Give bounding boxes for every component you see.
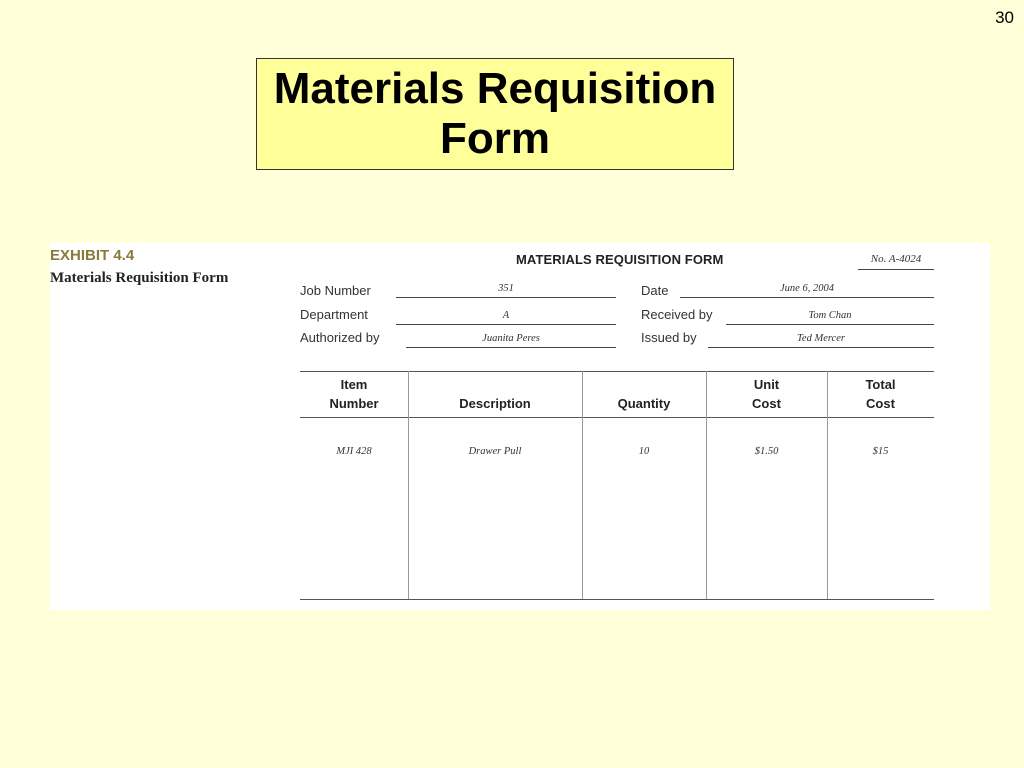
- header-total-cost: Total Cost: [865, 377, 896, 411]
- header-item-number: Item Number: [329, 377, 379, 411]
- department-value: A: [396, 310, 616, 325]
- issued-by-value: Ted Mercer: [708, 333, 934, 348]
- received-by-value: Tom Chan: [726, 310, 934, 325]
- received-by-label: Received by: [641, 307, 713, 322]
- form-number: No. A-4024: [858, 253, 934, 270]
- slide-title-line-2: Form: [439, 114, 550, 163]
- cell-total-cost: $15: [872, 446, 889, 457]
- exhibit-label: EXHIBIT 4.4: [50, 247, 135, 264]
- job-number-label: Job Number: [300, 283, 371, 298]
- header-description: Description: [459, 396, 531, 411]
- form-title: MATERIALS REQUISITION FORM: [516, 252, 724, 267]
- header-quantity: Quantity: [617, 396, 671, 411]
- table-top-rule: [300, 371, 934, 372]
- cell-quantity: 10: [638, 446, 650, 457]
- table-bottom-rule: [300, 599, 934, 600]
- slide-title: [256, 58, 734, 170]
- cell-description: Drawer Pull: [468, 446, 522, 457]
- header-unit-cost: Unit Cost: [752, 377, 781, 411]
- table-header-rule: [300, 417, 934, 418]
- cell-item-number: MJI 428: [336, 446, 372, 457]
- date-value: June 6, 2004: [680, 283, 934, 298]
- requisition-table: [300, 371, 934, 600]
- exhibit-subtitle: Materials Requisition Form: [50, 270, 229, 286]
- exhibit-image: [50, 243, 990, 610]
- cell-unit-cost: $1.50: [754, 446, 779, 457]
- job-number-value: 351: [396, 283, 616, 298]
- department-label: Department: [300, 307, 368, 322]
- slide-number: 30: [995, 8, 1014, 27]
- authorized-by-label: Authorized by: [300, 330, 380, 345]
- date-label: Date: [641, 283, 669, 298]
- slide-title-line-1: Materials Requisition: [273, 64, 717, 113]
- authorized-by-value: Juanita Peres: [406, 333, 616, 348]
- issued-by-label: Issued by: [641, 330, 697, 345]
